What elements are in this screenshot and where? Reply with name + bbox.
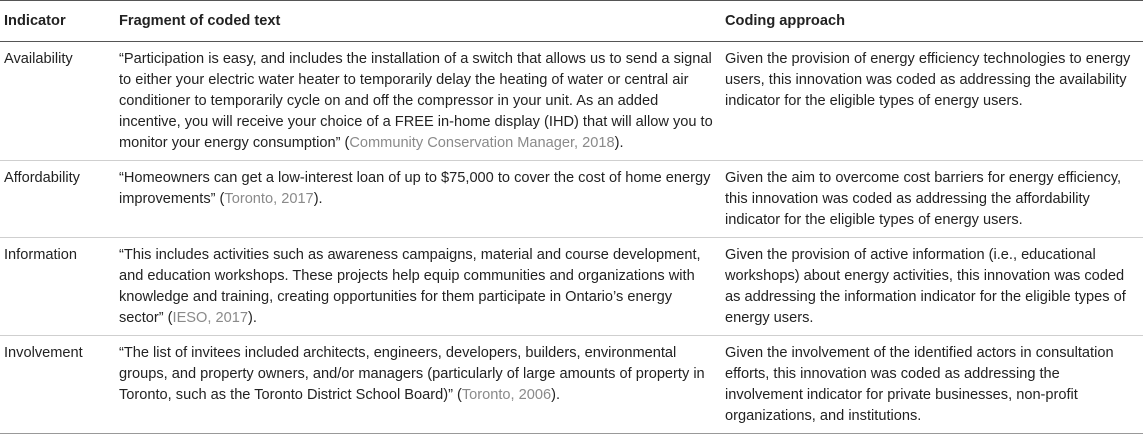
fragment-text: “This includes activities such as awareness campaigns, material and course development, and education workshops. These projects help equip communities and organizations with knowledge and training, creating opportunities for them participate in Ontario’s energy sector” (	[119, 247, 701, 326]
fragment-cell	[115, 161, 721, 238]
table-row	[0, 161, 1143, 238]
fragment-cell	[115, 336, 721, 434]
indicator-cell: Information	[0, 238, 115, 336]
header-row	[0, 1, 1143, 42]
header-approach: Coding approach	[721, 1, 1143, 42]
table-row	[0, 336, 1143, 434]
approach-cell: Given the provision of active information (i.e., educational workshops) about energy activities, this innovation was coded as addressing the information indicator for the eligible types of energy users.	[721, 238, 1143, 336]
approach-cell: Given the provision of energy efficiency technologies to energy users, this innovation was coded as addressing the availability indicator for the eligible types of energy users.	[721, 42, 1143, 161]
fragment-end: ).	[247, 310, 257, 326]
citation-link[interactable]: Toronto, 2017	[224, 191, 314, 207]
fragment-cell	[115, 42, 721, 161]
table-row	[0, 238, 1143, 336]
fragment-text: “Homeowners can get a low-interest loan of up to $75,000 to cover the cost of home energy improvements” (	[119, 170, 711, 207]
fragment-end: ).	[313, 191, 323, 207]
citation-link[interactable]: Toronto, 2006	[461, 387, 552, 403]
table-row	[0, 42, 1143, 161]
fragment-end: ).	[551, 387, 561, 403]
fragment-text: “The list of invitees included architects, engineers, developers, builders, environmental groups, and property owners, and/or managers (particularly of large amounts of property in Toronto, such as the Toronto District School Board)” (	[119, 345, 705, 403]
approach-cell: Given the involvement of the identified actors in consultation efforts, this innovation was coded as addressing the involvement indicator for private businesses, non-profit organizations, and institutions.	[721, 336, 1143, 434]
fragment-cell	[115, 238, 721, 336]
header-fragment: Fragment of coded text	[115, 1, 721, 42]
indicator-cell: Affordability	[0, 161, 115, 238]
citation-link[interactable]: IESO, 2017	[172, 310, 248, 326]
fragment-text: “Participation is easy, and includes the installation of a switch that allows us to send a signal to either your electric water heater to temporarily delay the heating of water or central air conditioner to temporarily cycle on and off the compressor in your unit. As an added incentive, you will receive your choice of a FREE in-home display (IHD) that will allow you to monitor your energy consumption” (	[119, 51, 713, 151]
citation-link[interactable]: Community Conservation Manager, 2018	[349, 135, 615, 151]
indicator-cell: Involvement	[0, 336, 115, 434]
indicator-cell: Availability	[0, 42, 115, 161]
fragment-end: ).	[614, 135, 624, 151]
approach-cell: Given the aim to overcome cost barriers for energy efficiency, this innovation was coded as addressing the affordability indicator for the eligible types of energy users.	[721, 161, 1143, 238]
header-indicator: Indicator	[0, 1, 115, 42]
